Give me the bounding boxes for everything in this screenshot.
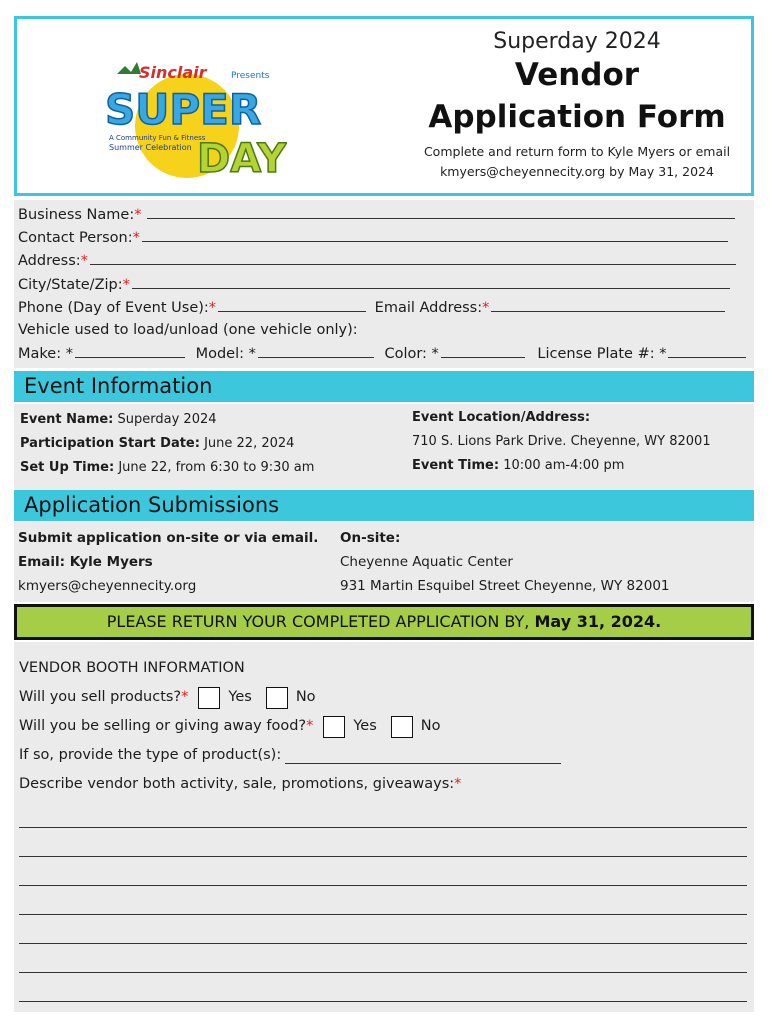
model-label: Model: * xyxy=(195,346,256,363)
license-plate-label: License Plate #: * xyxy=(537,346,667,363)
contact-person-label: Contact Person: xyxy=(18,230,133,247)
contact-person-field[interactable] xyxy=(142,226,728,242)
start-date-value: June 22, 2024 xyxy=(204,436,295,451)
required-mark: * xyxy=(132,230,140,247)
email-field[interactable] xyxy=(491,296,725,312)
address-row xyxy=(18,249,750,272)
phone-label: Phone (Day of Event Use): xyxy=(18,299,209,316)
event-information-panel xyxy=(14,404,754,490)
business-name-label: Business Name: xyxy=(18,207,135,223)
address-field[interactable] xyxy=(90,249,736,265)
city-state-zip-label: City/State/Zip: xyxy=(18,276,123,293)
application-submissions-heading: Application Submissions xyxy=(14,490,754,521)
logo-tagline-2: Summer Celebration xyxy=(109,143,192,152)
phone-field[interactable] xyxy=(218,296,366,312)
make-field[interactable] xyxy=(75,342,185,358)
header-note-line2: kmyers@cheyennecity.org by May 31, 2024 xyxy=(440,164,714,179)
required-mark: * xyxy=(454,776,462,792)
food-no-checkbox[interactable] xyxy=(391,716,413,738)
deadline-text: PLEASE RETURN YOUR COMPLETED APPLICATION BY, xyxy=(106,612,530,631)
superday-logo xyxy=(87,54,287,184)
address-label: Address: xyxy=(18,253,81,270)
sell-products-yes-label: Yes xyxy=(228,689,252,705)
onsite-label: On-site: xyxy=(340,530,401,546)
vendor-booth-panel xyxy=(14,642,754,1012)
logo-tagline-1: A Community Fun & Fitness xyxy=(109,134,206,142)
color-field[interactable] xyxy=(441,342,525,358)
header-title-line1: Vendor xyxy=(514,57,640,93)
activity-description-row xyxy=(19,770,749,799)
required-mark: * xyxy=(482,299,490,316)
description-line[interactable] xyxy=(19,799,747,828)
model-field[interactable] xyxy=(258,342,374,358)
header-title-line2: Application Form xyxy=(428,99,726,135)
form-header xyxy=(14,16,754,196)
vehicle-label: Vehicle used to load/unload (one vehicle only): xyxy=(18,321,358,338)
header-subtitle: Superday 2024 xyxy=(493,29,661,54)
application-submissions-panel xyxy=(14,522,754,602)
make-label: Make: * xyxy=(18,346,73,363)
required-mark: * xyxy=(306,718,314,734)
deadline-date: May 31, 2024. xyxy=(534,612,662,631)
email-label: Email Address: xyxy=(374,299,483,316)
required-mark: * xyxy=(181,689,189,705)
food-question: Will you be selling or giving away food? xyxy=(19,718,307,734)
event-information-heading: Event Information xyxy=(14,371,754,402)
required-mark: * xyxy=(80,253,88,270)
product-type-field[interactable] xyxy=(285,748,561,764)
required-mark: * xyxy=(122,276,130,293)
logo-brand: Sinclair xyxy=(139,63,207,82)
onsite-venue: Cheyenne Aquatic Center xyxy=(340,554,513,570)
license-plate-field[interactable] xyxy=(668,342,746,358)
color-label: Color: * xyxy=(384,346,439,363)
description-line[interactable] xyxy=(19,915,747,944)
vendor-booth-heading: VENDOR BOOTH INFORMATION xyxy=(19,660,245,676)
event-name-value: Superday 2024 xyxy=(117,412,217,427)
event-time-value: 10:00 am-4:00 pm xyxy=(503,458,625,473)
start-date-label: Participation Start Date: xyxy=(20,436,200,451)
food-no-label: No xyxy=(420,718,441,734)
logo-presents: Presents xyxy=(231,71,270,81)
deadline-banner xyxy=(14,604,754,640)
description-line[interactable] xyxy=(19,886,747,915)
sell-products-row xyxy=(19,683,749,712)
submit-email-address: kmyers@cheyennecity.org xyxy=(18,578,197,594)
event-time-label: Event Time: xyxy=(412,458,500,473)
sell-products-yes-checkbox[interactable] xyxy=(198,687,220,709)
sell-products-no-checkbox[interactable] xyxy=(266,687,288,709)
city-state-zip-row xyxy=(18,273,750,296)
vendor-contact-fields xyxy=(14,200,754,368)
logo-word-day: DAY xyxy=(197,136,287,182)
product-type-question: If so, provide the type of product(s): xyxy=(19,747,282,763)
phone-email-row xyxy=(18,296,750,319)
contact-person-row xyxy=(18,226,750,249)
business-name-field[interactable] xyxy=(147,203,735,219)
sell-products-no-label: No xyxy=(295,689,316,705)
header-note-line1: Complete and return form to Kyle Myers or email xyxy=(423,144,731,159)
onsite-address: 931 Martin Esquibel Street Cheyenne, WY 82001 xyxy=(340,578,670,594)
setup-time-label: Set Up Time: xyxy=(20,460,115,475)
food-yes-checkbox[interactable] xyxy=(323,716,345,738)
event-location-value: 710 S. Lions Park Drive. Cheyenne, WY 82001 xyxy=(412,434,711,449)
sell-products-question: Will you sell products? xyxy=(19,689,182,705)
event-location-label: Event Location/Address: xyxy=(412,410,591,425)
setup-time-value: June 22, from 6:30 to 9:30 am xyxy=(118,460,315,475)
product-type-row xyxy=(19,741,749,770)
city-state-zip-field[interactable] xyxy=(132,273,730,289)
description-line[interactable] xyxy=(19,944,747,973)
business-name-row xyxy=(18,203,750,226)
required-mark: * xyxy=(134,207,142,223)
food-row xyxy=(19,712,749,741)
submit-instructions: Submit application on-site or via email. xyxy=(18,530,319,546)
activity-description-question: Describe vendor both activity, sale, promotions, giveaways: xyxy=(19,776,455,792)
logo-word-super: SUPER xyxy=(105,85,262,134)
required-mark: * xyxy=(208,299,217,316)
submit-email-contact: Email: Kyle Myers xyxy=(18,554,153,570)
description-line[interactable] xyxy=(19,973,747,1002)
description-line[interactable] xyxy=(19,828,747,857)
food-yes-label: Yes xyxy=(353,718,377,734)
event-name-label: Event Name: xyxy=(20,412,114,427)
vehicle-row xyxy=(18,342,750,365)
description-line[interactable] xyxy=(19,857,747,886)
